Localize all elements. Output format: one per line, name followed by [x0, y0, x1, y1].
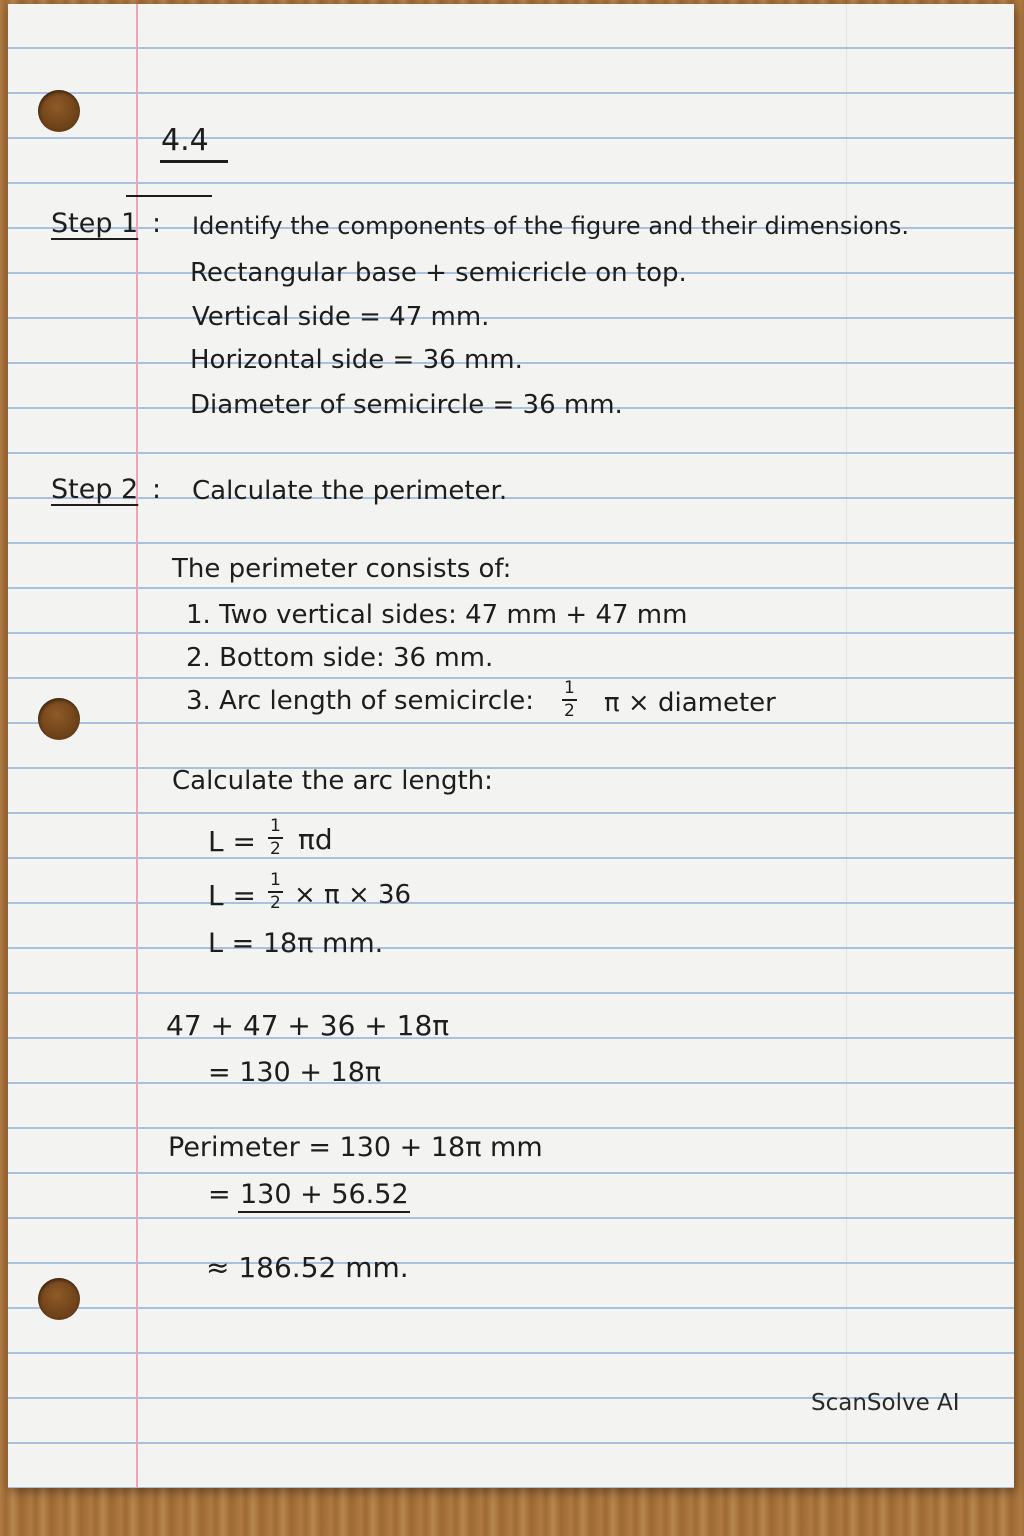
fraction-numerator: 1 [268, 818, 283, 839]
fraction-denominator: 2 [270, 893, 281, 913]
arc-eq3: L = 18π mm. [208, 928, 384, 959]
arc-eq1-rhs: πd [298, 823, 333, 856]
perimeter-item-1: 1. Two vertical sides: 47 mm + 47 mm [186, 600, 688, 630]
step1-title: Identify the components of the figure and their dimensions. [192, 212, 910, 240]
perimeter-item-3-tail: π × diameter [604, 688, 776, 718]
fraction-denominator: 2 [564, 701, 575, 721]
perimeter-equals: = [208, 1179, 231, 1210]
signature: ScanSolve AI [811, 1390, 960, 1416]
perimeter-consists: The perimeter consists of: [172, 554, 512, 584]
arc-eq2-fraction [268, 872, 283, 912]
fraction-numerator: 1 [268, 872, 283, 893]
arc-heading: Calculate the arc length: [172, 766, 493, 796]
fraction-one-half [562, 680, 577, 720]
step1-line-1: Rectangular base + semicricle on top. [190, 258, 687, 288]
step1-line-2: Vertical side = 47 mm. [192, 302, 490, 332]
perimeter-item-2: 2. Bottom side: 36 mm. [186, 643, 494, 673]
step1-colon: : [152, 208, 162, 239]
heading: 4.4 [161, 123, 209, 158]
heading-rule [126, 195, 212, 197]
punch-hole-top [38, 90, 80, 132]
final-result: ≈ 186.52 mm. [206, 1251, 409, 1284]
sum-line-2: = 130 + 18π [208, 1057, 382, 1088]
step1-line-3: Horizontal side = 36 mm. [190, 345, 523, 375]
fraction-denominator: 2 [270, 839, 281, 859]
arc-eq2-rhs: × π × 36 [294, 880, 412, 910]
sum-line-1: 47 + 47 + 36 + 18π [166, 1009, 450, 1042]
step1-line-4: Diameter of semicircle = 36 mm. [190, 390, 623, 420]
fraction-numerator: 1 [562, 680, 577, 701]
notebook-page [8, 4, 1014, 1488]
arc-eq1-lhs: L = [208, 825, 256, 858]
punch-hole-bottom [38, 1278, 80, 1320]
heading-underline [160, 160, 228, 163]
perimeter-numeric: 130 + 56.52 [240, 1179, 409, 1210]
perimeter-item-3: 3. Arc length of semicircle: [186, 686, 535, 716]
step2-title: Calculate the perimeter. [192, 476, 508, 506]
perimeter-underline [238, 1211, 410, 1213]
punch-hole-middle [38, 698, 80, 740]
arc-eq1-fraction [268, 818, 283, 858]
step2-colon: : [152, 474, 162, 505]
step1-label: Step 1 [51, 208, 139, 239]
perimeter-line: Perimeter = 130 + 18π mm [168, 1132, 543, 1163]
arc-eq2-lhs: L = [208, 879, 256, 912]
step2-label: Step 2 [51, 474, 139, 505]
